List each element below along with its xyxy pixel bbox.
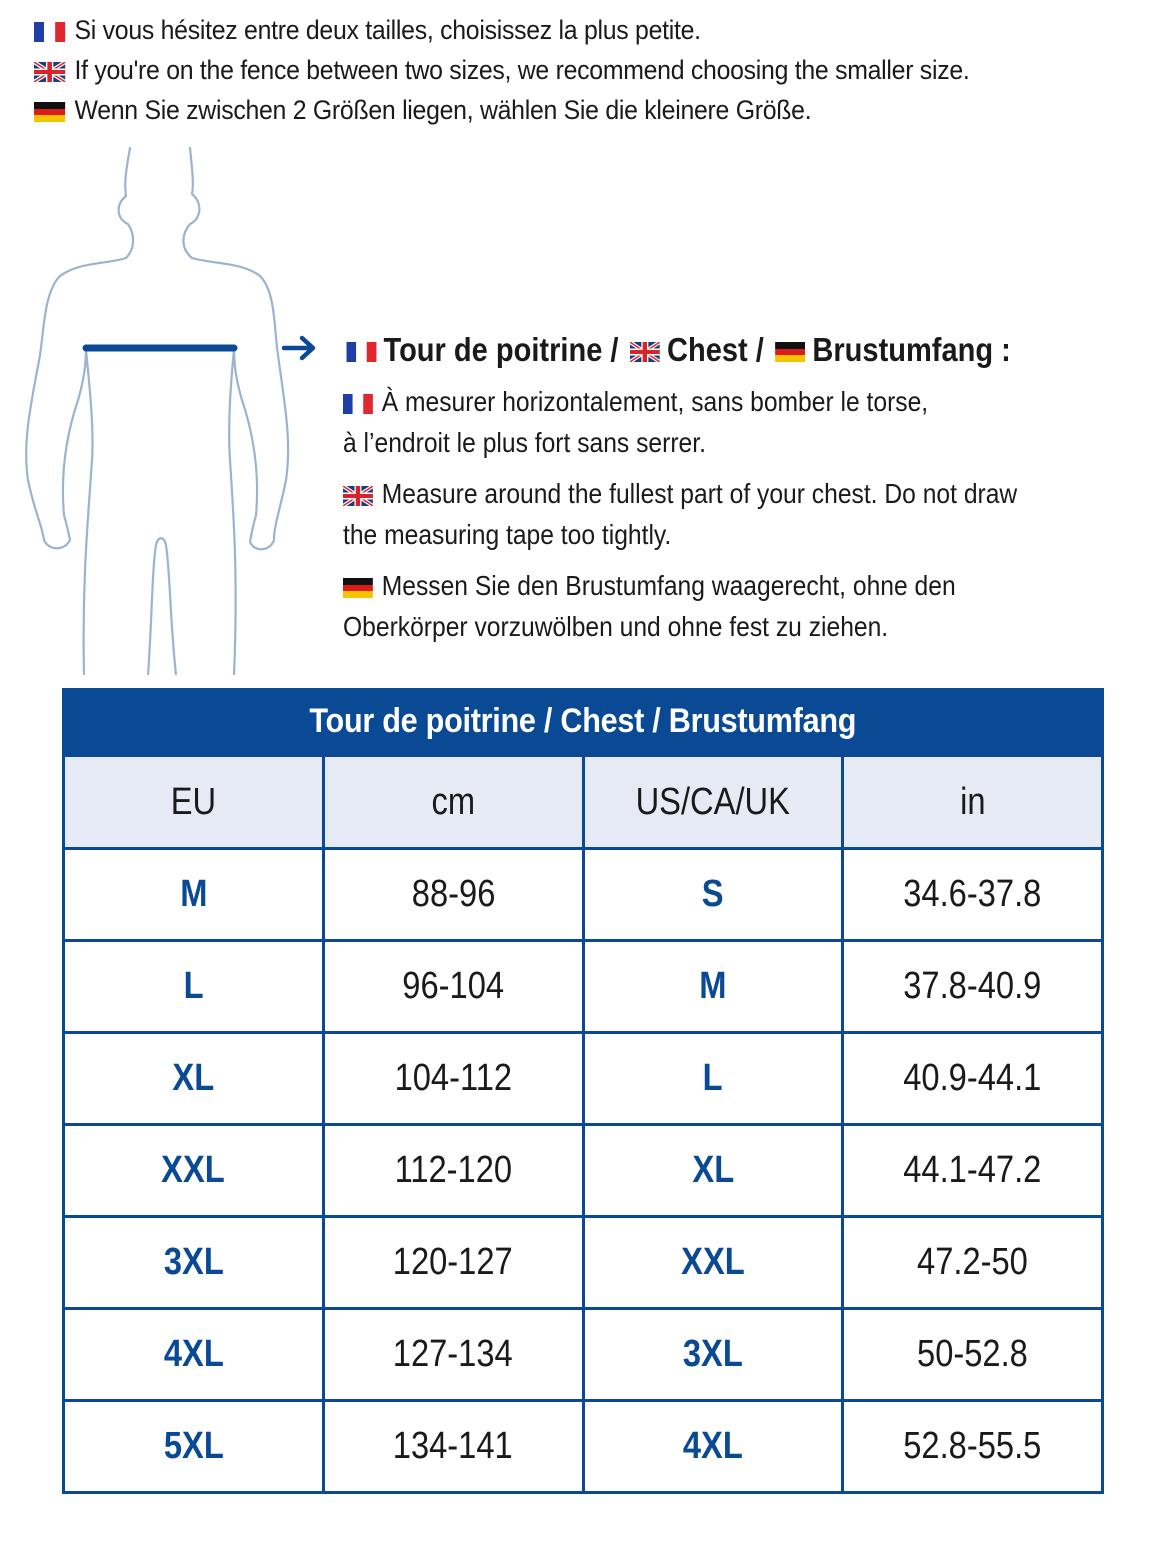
arrow-right-icon bbox=[282, 333, 318, 363]
table-row bbox=[64, 1033, 1103, 1125]
instruction-de-line1: Messen Sie den Brustumfang waagerecht, ohne den bbox=[381, 570, 956, 601]
cm-range: 127-134 bbox=[323, 1309, 583, 1401]
uk-flag-icon bbox=[630, 342, 660, 362]
in-range: 50-52.8 bbox=[843, 1309, 1103, 1401]
eu-size: XL bbox=[64, 1033, 324, 1125]
instruction-de bbox=[343, 565, 1047, 647]
us-size: XL bbox=[583, 1125, 843, 1217]
header-in: in bbox=[843, 756, 1103, 849]
table-row bbox=[64, 1309, 1103, 1401]
eu-size: 4XL bbox=[64, 1309, 324, 1401]
eu-size: XXL bbox=[64, 1125, 324, 1217]
cm-range: 134-141 bbox=[323, 1401, 583, 1493]
in-range: 44.1-47.2 bbox=[843, 1125, 1103, 1217]
cm-range: 96-104 bbox=[323, 941, 583, 1033]
france-flag-icon bbox=[34, 22, 65, 42]
table-row bbox=[64, 1125, 1103, 1217]
notice-text-fr: Si vous hésitez entre deux tailles, choisissez la plus petite. bbox=[74, 15, 701, 45]
germany-flag-icon bbox=[775, 342, 805, 362]
us-size: M bbox=[583, 941, 843, 1033]
table-row bbox=[64, 1401, 1103, 1493]
size-chart bbox=[62, 688, 1104, 1494]
france-flag-icon bbox=[343, 394, 373, 414]
header-eu: EU bbox=[64, 756, 324, 849]
in-range: 40.9-44.1 bbox=[843, 1033, 1103, 1125]
table-row bbox=[64, 941, 1103, 1033]
uk-flag-icon bbox=[34, 62, 65, 82]
size-table bbox=[62, 754, 1104, 1494]
eu-size: L bbox=[64, 941, 324, 1033]
title-en: Chest / bbox=[667, 331, 764, 368]
table-row bbox=[64, 849, 1103, 941]
instruction-fr-line1: À mesurer horizontalement, sans bomber le torse, bbox=[381, 386, 929, 417]
us-size: XXL bbox=[583, 1217, 843, 1309]
notice-line-de bbox=[34, 90, 1055, 130]
notice-text-de: Wenn Sie zwischen 2 Größen liegen, wählen Sie die kleinere Größe. bbox=[74, 95, 812, 125]
us-size: 4XL bbox=[583, 1401, 843, 1493]
body-silhouette-figure bbox=[20, 140, 310, 675]
us-size: 3XL bbox=[583, 1309, 843, 1401]
title-de: Brustumfang : bbox=[812, 331, 1011, 368]
eu-size: M bbox=[64, 849, 324, 941]
in-range: 52.8-55.5 bbox=[843, 1401, 1103, 1493]
title-fr: Tour de poitrine / bbox=[383, 331, 619, 368]
cm-range: 120-127 bbox=[323, 1217, 583, 1309]
notice-line-fr bbox=[34, 10, 1055, 50]
in-range: 37.8-40.9 bbox=[843, 941, 1103, 1033]
notice-text-en: If you're on the fence between two sizes, we recommend choosing the smaller size. bbox=[74, 55, 970, 85]
uk-flag-icon bbox=[343, 486, 373, 506]
in-range: 47.2-50 bbox=[843, 1217, 1103, 1309]
instruction-fr-line2: à l’endroit le plus fort sans serrer. bbox=[343, 427, 706, 458]
in-range: 34.6-37.8 bbox=[843, 849, 1103, 941]
cm-range: 88-96 bbox=[323, 849, 583, 941]
measurement-title bbox=[343, 325, 1047, 375]
instruction-fr bbox=[343, 381, 1047, 463]
header-us-ca-uk: US/CA/UK bbox=[583, 756, 843, 849]
germany-flag-icon bbox=[343, 578, 373, 598]
header-row bbox=[64, 756, 1103, 849]
eu-size: 3XL bbox=[64, 1217, 324, 1309]
us-size: L bbox=[583, 1033, 843, 1125]
us-size: S bbox=[583, 849, 843, 941]
size-advice-notice bbox=[34, 10, 1144, 130]
instruction-en-line1: Measure around the fullest part of your chest. Do not draw bbox=[381, 478, 1018, 509]
instruction-de-line2: Oberkörper vorzuwölben und ohne fest zu ziehen. bbox=[343, 611, 889, 642]
measurement-description bbox=[343, 325, 1143, 647]
instruction-en bbox=[343, 473, 1047, 555]
cm-range: 104-112 bbox=[323, 1033, 583, 1125]
notice-line-en bbox=[34, 50, 1055, 90]
germany-flag-icon bbox=[34, 102, 65, 122]
cm-range: 112-120 bbox=[323, 1125, 583, 1217]
size-chart-title: Tour de poitrine / Chest / Brustumfang bbox=[62, 688, 1104, 754]
header-cm: cm bbox=[323, 756, 583, 849]
france-flag-icon bbox=[347, 342, 377, 362]
instruction-en-line2: the measuring tape too tightly. bbox=[343, 519, 672, 550]
eu-size: 5XL bbox=[64, 1401, 324, 1493]
table-row bbox=[64, 1217, 1103, 1309]
